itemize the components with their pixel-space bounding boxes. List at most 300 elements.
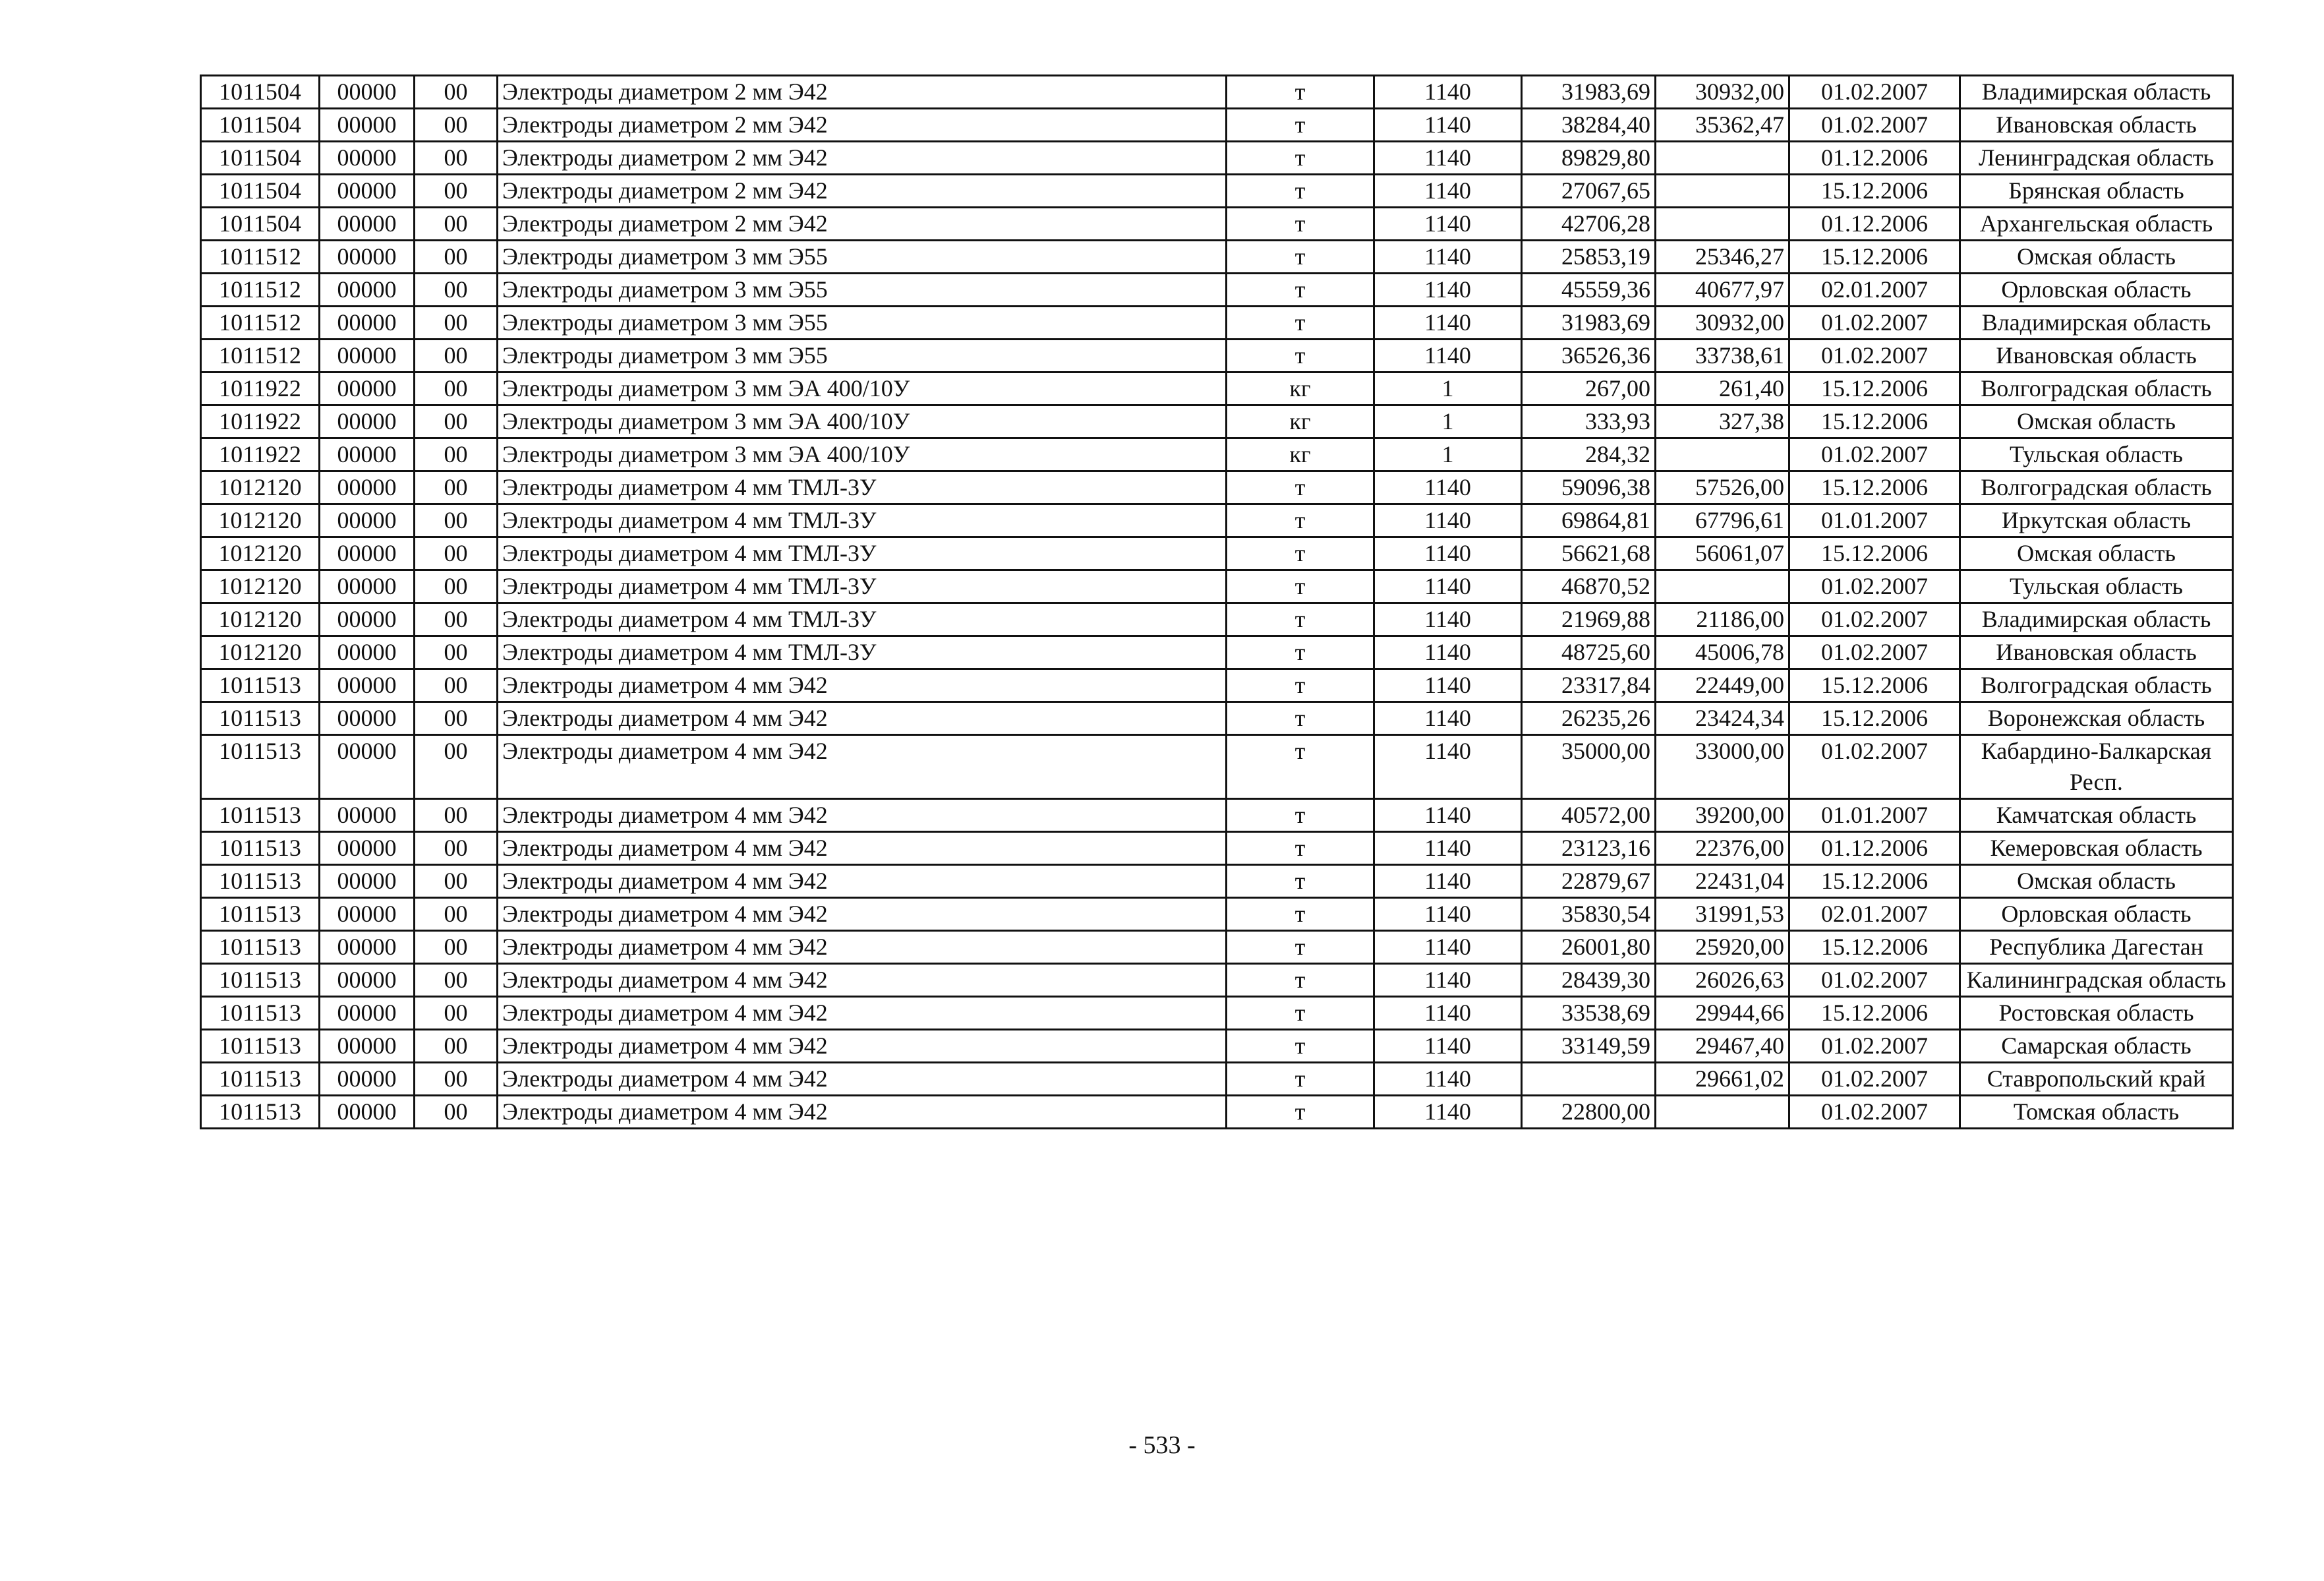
cell-unit-code: 1140 bbox=[1374, 832, 1522, 865]
cell-price-2: 22376,00 bbox=[1656, 832, 1789, 865]
cell-region: Владимирская область bbox=[1960, 603, 2233, 636]
cell-variant: 00 bbox=[415, 438, 498, 471]
cell-price-2: 56061,07 bbox=[1656, 537, 1789, 570]
cell-unit: т bbox=[1227, 735, 1374, 799]
cell-variant: 00 bbox=[415, 735, 498, 799]
cell-price-2: 35362,47 bbox=[1656, 109, 1789, 142]
cell-unit: т bbox=[1227, 307, 1374, 340]
cell-item-name: Электроды диаметром 4 мм Э42 bbox=[498, 865, 1227, 898]
cell-price-1: 45559,36 bbox=[1522, 274, 1656, 307]
cell-subcode: 00000 bbox=[320, 1063, 415, 1096]
table-row bbox=[201, 438, 2233, 471]
cell-region: Омская область bbox=[1960, 865, 2233, 898]
cell-subcode: 00000 bbox=[320, 603, 415, 636]
page-number: - 533 - bbox=[1128, 1431, 1196, 1459]
cell-price-1: 35000,00 bbox=[1522, 735, 1656, 799]
cell-item-name: Электроды диаметром 2 мм Э42 bbox=[498, 109, 1227, 142]
cell-price-2: 45006,78 bbox=[1656, 636, 1789, 669]
cell-code: 1012120 bbox=[201, 570, 320, 603]
cell-unit: т bbox=[1227, 702, 1374, 735]
table-row bbox=[201, 340, 2233, 373]
cell-unit: т bbox=[1227, 208, 1374, 241]
cell-code: 1011512 bbox=[201, 340, 320, 373]
cell-code: 1011513 bbox=[201, 865, 320, 898]
cell-price-1: 284,32 bbox=[1522, 438, 1656, 471]
cell-variant: 00 bbox=[415, 241, 498, 274]
cell-price-1: 26235,26 bbox=[1522, 702, 1656, 735]
cell-subcode: 00000 bbox=[320, 1096, 415, 1129]
cell-region: Кемеровская область bbox=[1960, 832, 2233, 865]
cell-variant: 00 bbox=[415, 537, 498, 570]
cell-price-1: 23123,16 bbox=[1522, 832, 1656, 865]
cell-price-2 bbox=[1656, 175, 1789, 208]
cell-unit-code: 1140 bbox=[1374, 702, 1522, 735]
cell-date: 15.12.2006 bbox=[1789, 373, 1960, 405]
cell-price-2: 33000,00 bbox=[1656, 735, 1789, 799]
cell-region: Ставропольский край bbox=[1960, 1063, 2233, 1096]
cell-subcode: 00000 bbox=[320, 373, 415, 405]
cell-code: 1011922 bbox=[201, 373, 320, 405]
cell-price-2 bbox=[1656, 570, 1789, 603]
cell-date: 01.02.2007 bbox=[1789, 1030, 1960, 1063]
cell-region: Тульская область bbox=[1960, 570, 2233, 603]
table-row bbox=[201, 898, 2233, 931]
table-row bbox=[201, 1063, 2233, 1096]
cell-region: Томская область bbox=[1960, 1096, 2233, 1129]
cell-variant: 00 bbox=[415, 208, 498, 241]
cell-item-name: Электроды диаметром 4 мм Э42 bbox=[498, 1096, 1227, 1129]
cell-subcode: 00000 bbox=[320, 537, 415, 570]
cell-code: 1011513 bbox=[201, 799, 320, 832]
cell-unit-code: 1140 bbox=[1374, 570, 1522, 603]
table-row bbox=[201, 142, 2233, 175]
cell-variant: 00 bbox=[415, 931, 498, 964]
cell-date: 02.01.2007 bbox=[1789, 898, 1960, 931]
cell-item-name: Электроды диаметром 4 мм ТМЛ-3У bbox=[498, 471, 1227, 504]
cell-variant: 00 bbox=[415, 898, 498, 931]
cell-price-2: 22449,00 bbox=[1656, 669, 1789, 702]
cell-variant: 00 bbox=[415, 997, 498, 1030]
cell-variant: 00 bbox=[415, 307, 498, 340]
cell-region: Орловская область bbox=[1960, 274, 2233, 307]
cell-unit-code: 1140 bbox=[1374, 931, 1522, 964]
cell-unit-code: 1140 bbox=[1374, 735, 1522, 799]
cell-item-name: Электроды диаметром 2 мм Э42 bbox=[498, 208, 1227, 241]
cell-unit-code: 1140 bbox=[1374, 997, 1522, 1030]
cell-item-name: Электроды диаметром 2 мм Э42 bbox=[498, 142, 1227, 175]
cell-date: 01.02.2007 bbox=[1789, 1063, 1960, 1096]
cell-subcode: 00000 bbox=[320, 109, 415, 142]
cell-region: Кабардино-Балкарская Респ. bbox=[1960, 735, 2233, 799]
cell-price-1: 56621,68 bbox=[1522, 537, 1656, 570]
cell-unit: т bbox=[1227, 570, 1374, 603]
cell-region: Воронежская область bbox=[1960, 702, 2233, 735]
cell-price-1: 35830,54 bbox=[1522, 898, 1656, 931]
table-row bbox=[201, 1096, 2233, 1129]
table-row bbox=[201, 669, 2233, 702]
cell-date: 01.01.2007 bbox=[1789, 504, 1960, 537]
cell-unit: т bbox=[1227, 898, 1374, 931]
cell-code: 1012120 bbox=[201, 636, 320, 669]
cell-unit-code: 1140 bbox=[1374, 1063, 1522, 1096]
cell-unit-code: 1140 bbox=[1374, 865, 1522, 898]
cell-region: Владимирская область bbox=[1960, 76, 2233, 109]
cell-unit: т bbox=[1227, 669, 1374, 702]
cell-price-2: 29944,66 bbox=[1656, 997, 1789, 1030]
cell-code: 1012120 bbox=[201, 537, 320, 570]
cell-region: Волгоградская область bbox=[1960, 669, 2233, 702]
cell-price-2: 39200,00 bbox=[1656, 799, 1789, 832]
cell-variant: 00 bbox=[415, 340, 498, 373]
cell-subcode: 00000 bbox=[320, 405, 415, 438]
cell-code: 1011512 bbox=[201, 241, 320, 274]
cell-date: 15.12.2006 bbox=[1789, 241, 1960, 274]
table-row bbox=[201, 504, 2233, 537]
cell-code: 1012120 bbox=[201, 471, 320, 504]
cell-price-1: 28439,30 bbox=[1522, 964, 1656, 997]
cell-price-2 bbox=[1656, 142, 1789, 175]
cell-date: 01.02.2007 bbox=[1789, 570, 1960, 603]
cell-code: 1011513 bbox=[201, 1063, 320, 1096]
cell-price-1: 48725,60 bbox=[1522, 636, 1656, 669]
cell-date: 01.12.2006 bbox=[1789, 208, 1960, 241]
cell-region: Иркутская область bbox=[1960, 504, 2233, 537]
cell-unit-code: 1140 bbox=[1374, 175, 1522, 208]
cell-item-name: Электроды диаметром 4 мм Э42 bbox=[498, 832, 1227, 865]
cell-price-2: 57526,00 bbox=[1656, 471, 1789, 504]
cell-unit: т bbox=[1227, 931, 1374, 964]
cell-price-2: 21186,00 bbox=[1656, 603, 1789, 636]
cell-subcode: 00000 bbox=[320, 307, 415, 340]
cell-unit-code: 1140 bbox=[1374, 964, 1522, 997]
cell-date: 15.12.2006 bbox=[1789, 997, 1960, 1030]
cell-date: 01.02.2007 bbox=[1789, 603, 1960, 636]
cell-region: Ивановская область bbox=[1960, 636, 2233, 669]
cell-subcode: 00000 bbox=[320, 438, 415, 471]
cell-variant: 00 bbox=[415, 702, 498, 735]
cell-date: 15.12.2006 bbox=[1789, 175, 1960, 208]
cell-unit-code: 1 bbox=[1374, 405, 1522, 438]
cell-region: Тульская область bbox=[1960, 438, 2233, 471]
cell-price-2: 67796,61 bbox=[1656, 504, 1789, 537]
cell-unit-code: 1 bbox=[1374, 438, 1522, 471]
cell-unit: кг bbox=[1227, 438, 1374, 471]
cell-date: 01.01.2007 bbox=[1789, 799, 1960, 832]
cell-variant: 00 bbox=[415, 1063, 498, 1096]
cell-date: 01.02.2007 bbox=[1789, 1096, 1960, 1129]
table-row bbox=[201, 865, 2233, 898]
cell-variant: 00 bbox=[415, 471, 498, 504]
cell-item-name: Электроды диаметром 3 мм Э55 bbox=[498, 241, 1227, 274]
cell-region: Брянская область bbox=[1960, 175, 2233, 208]
cell-variant: 00 bbox=[415, 865, 498, 898]
cell-price-2: 29661,02 bbox=[1656, 1063, 1789, 1096]
cell-item-name: Электроды диаметром 4 мм ТМЛ-3У bbox=[498, 537, 1227, 570]
cell-price-1: 69864,81 bbox=[1522, 504, 1656, 537]
cell-code: 1011513 bbox=[201, 997, 320, 1030]
cell-price-2: 31991,53 bbox=[1656, 898, 1789, 931]
cell-variant: 00 bbox=[415, 175, 498, 208]
cell-unit-code: 1140 bbox=[1374, 603, 1522, 636]
table-row bbox=[201, 175, 2233, 208]
cell-code: 1011922 bbox=[201, 438, 320, 471]
table-row bbox=[201, 537, 2233, 570]
cell-subcode: 00000 bbox=[320, 865, 415, 898]
cell-price-1: 42706,28 bbox=[1522, 208, 1656, 241]
cell-subcode: 00000 bbox=[320, 340, 415, 373]
cell-price-2: 261,40 bbox=[1656, 373, 1789, 405]
cell-variant: 00 bbox=[415, 669, 498, 702]
cell-unit-code: 1140 bbox=[1374, 109, 1522, 142]
cell-region: Волгоградская область bbox=[1960, 373, 2233, 405]
cell-price-1: 33538,69 bbox=[1522, 997, 1656, 1030]
cell-subcode: 00000 bbox=[320, 636, 415, 669]
table-row bbox=[201, 799, 2233, 832]
cell-item-name: Электроды диаметром 4 мм ТМЛ-3У bbox=[498, 636, 1227, 669]
cell-region: Орловская область bbox=[1960, 898, 2233, 931]
cell-variant: 00 bbox=[415, 636, 498, 669]
cell-unit-code: 1140 bbox=[1374, 636, 1522, 669]
table-row bbox=[201, 307, 2233, 340]
table-row bbox=[201, 636, 2233, 669]
table-row bbox=[201, 570, 2233, 603]
cell-date: 15.12.2006 bbox=[1789, 471, 1960, 504]
cell-subcode: 00000 bbox=[320, 274, 415, 307]
cell-price-1: 22879,67 bbox=[1522, 865, 1656, 898]
cell-item-name: Электроды диаметром 4 мм Э42 bbox=[498, 669, 1227, 702]
cell-date: 01.12.2006 bbox=[1789, 832, 1960, 865]
cell-unit-code: 1 bbox=[1374, 373, 1522, 405]
cell-price-1: 27067,65 bbox=[1522, 175, 1656, 208]
cell-price-1: 46870,52 bbox=[1522, 570, 1656, 603]
cell-code: 1011504 bbox=[201, 142, 320, 175]
cell-unit: т bbox=[1227, 142, 1374, 175]
cell-unit: т bbox=[1227, 471, 1374, 504]
cell-variant: 00 bbox=[415, 405, 498, 438]
cell-unit-code: 1140 bbox=[1374, 76, 1522, 109]
cell-unit: т bbox=[1227, 241, 1374, 274]
cell-unit-code: 1140 bbox=[1374, 898, 1522, 931]
cell-item-name: Электроды диаметром 4 мм Э42 bbox=[498, 898, 1227, 931]
cell-price-2 bbox=[1656, 208, 1789, 241]
cell-unit: т bbox=[1227, 832, 1374, 865]
cell-variant: 00 bbox=[415, 76, 498, 109]
cell-code: 1011513 bbox=[201, 832, 320, 865]
cell-price-2 bbox=[1656, 1096, 1789, 1129]
cell-region: Самарская область bbox=[1960, 1030, 2233, 1063]
cell-unit-code: 1140 bbox=[1374, 1096, 1522, 1129]
cell-unit: т bbox=[1227, 1030, 1374, 1063]
cell-item-name: Электроды диаметром 3 мм ЭА 400/10У bbox=[498, 438, 1227, 471]
cell-region: Калининградская область bbox=[1960, 964, 2233, 997]
cell-item-name: Электроды диаметром 4 мм ТМЛ-3У bbox=[498, 603, 1227, 636]
cell-item-name: Электроды диаметром 4 мм ТМЛ-3У bbox=[498, 570, 1227, 603]
cell-price-2: 29467,40 bbox=[1656, 1030, 1789, 1063]
cell-price-2: 30932,00 bbox=[1656, 307, 1789, 340]
cell-variant: 00 bbox=[415, 274, 498, 307]
cell-variant: 00 bbox=[415, 1030, 498, 1063]
cell-subcode: 00000 bbox=[320, 570, 415, 603]
cell-code: 1011513 bbox=[201, 1096, 320, 1129]
cell-item-name: Электроды диаметром 4 мм Э42 bbox=[498, 997, 1227, 1030]
cell-item-name: Электроды диаметром 4 мм Э42 bbox=[498, 1063, 1227, 1096]
cell-region: Омская область bbox=[1960, 405, 2233, 438]
cell-price-1 bbox=[1522, 1063, 1656, 1096]
cell-region: Ивановская область bbox=[1960, 109, 2233, 142]
table-row bbox=[201, 735, 2233, 799]
cell-item-name: Электроды диаметром 3 мм ЭА 400/10У bbox=[498, 373, 1227, 405]
table-row bbox=[201, 76, 2233, 109]
cell-item-name: Электроды диаметром 3 мм Э55 bbox=[498, 274, 1227, 307]
cell-unit-code: 1140 bbox=[1374, 307, 1522, 340]
cell-price-1: 333,93 bbox=[1522, 405, 1656, 438]
cell-variant: 00 bbox=[415, 142, 498, 175]
cell-unit: т bbox=[1227, 603, 1374, 636]
cell-unit: т bbox=[1227, 109, 1374, 142]
table-row bbox=[201, 471, 2233, 504]
table-row bbox=[201, 274, 2233, 307]
cell-price-1: 26001,80 bbox=[1522, 931, 1656, 964]
cell-unit: т bbox=[1227, 964, 1374, 997]
price-table bbox=[200, 75, 2234, 1129]
cell-unit-code: 1140 bbox=[1374, 340, 1522, 373]
table-row bbox=[201, 241, 2233, 274]
cell-code: 1011512 bbox=[201, 274, 320, 307]
cell-item-name: Электроды диаметром 4 мм Э42 bbox=[498, 702, 1227, 735]
cell-unit-code: 1140 bbox=[1374, 799, 1522, 832]
cell-unit-code: 1140 bbox=[1374, 241, 1522, 274]
cell-item-name: Электроды диаметром 4 мм Э42 bbox=[498, 799, 1227, 832]
cell-item-name: Электроды диаметром 2 мм Э42 bbox=[498, 175, 1227, 208]
cell-item-name: Электроды диаметром 3 мм Э55 bbox=[498, 340, 1227, 373]
cell-item-name: Электроды диаметром 3 мм ЭА 400/10У bbox=[498, 405, 1227, 438]
cell-price-2: 40677,97 bbox=[1656, 274, 1789, 307]
cell-subcode: 00000 bbox=[320, 471, 415, 504]
cell-variant: 00 bbox=[415, 373, 498, 405]
cell-subcode: 00000 bbox=[320, 799, 415, 832]
cell-variant: 00 bbox=[415, 603, 498, 636]
cell-unit-code: 1140 bbox=[1374, 1030, 1522, 1063]
cell-subcode: 00000 bbox=[320, 964, 415, 997]
table-row bbox=[201, 373, 2233, 405]
cell-price-2 bbox=[1656, 438, 1789, 471]
cell-subcode: 00000 bbox=[320, 208, 415, 241]
cell-item-name: Электроды диаметром 4 мм Э42 bbox=[498, 1030, 1227, 1063]
table-row bbox=[201, 603, 2233, 636]
cell-variant: 00 bbox=[415, 1096, 498, 1129]
cell-unit: т bbox=[1227, 175, 1374, 208]
cell-region: Ивановская область bbox=[1960, 340, 2233, 373]
cell-price-1: 23317,84 bbox=[1522, 669, 1656, 702]
cell-price-1: 36526,36 bbox=[1522, 340, 1656, 373]
cell-date: 15.12.2006 bbox=[1789, 931, 1960, 964]
cell-unit: т bbox=[1227, 799, 1374, 832]
cell-price-2: 25920,00 bbox=[1656, 931, 1789, 964]
cell-subcode: 00000 bbox=[320, 898, 415, 931]
cell-date: 01.02.2007 bbox=[1789, 307, 1960, 340]
cell-date: 02.01.2007 bbox=[1789, 274, 1960, 307]
cell-date: 01.02.2007 bbox=[1789, 735, 1960, 799]
cell-code: 1011504 bbox=[201, 76, 320, 109]
table-row bbox=[201, 1030, 2233, 1063]
cell-unit-code: 1140 bbox=[1374, 471, 1522, 504]
cell-unit: т bbox=[1227, 274, 1374, 307]
cell-subcode: 00000 bbox=[320, 735, 415, 799]
table-row bbox=[201, 702, 2233, 735]
cell-item-name: Электроды диаметром 3 мм Э55 bbox=[498, 307, 1227, 340]
cell-price-1: 31983,69 bbox=[1522, 307, 1656, 340]
cell-subcode: 00000 bbox=[320, 175, 415, 208]
cell-item-name: Электроды диаметром 4 мм ТМЛ-3У bbox=[498, 504, 1227, 537]
cell-price-2: 327,38 bbox=[1656, 405, 1789, 438]
cell-unit: т bbox=[1227, 1096, 1374, 1129]
cell-unit: кг bbox=[1227, 405, 1374, 438]
cell-variant: 00 bbox=[415, 109, 498, 142]
cell-code: 1012120 bbox=[201, 603, 320, 636]
cell-variant: 00 bbox=[415, 504, 498, 537]
cell-price-2: 30932,00 bbox=[1656, 76, 1789, 109]
cell-price-1: 22800,00 bbox=[1522, 1096, 1656, 1129]
cell-item-name: Электроды диаметром 4 мм Э42 bbox=[498, 735, 1227, 799]
cell-subcode: 00000 bbox=[320, 504, 415, 537]
table-body bbox=[201, 76, 2233, 1129]
cell-region: Ростовская область bbox=[1960, 997, 2233, 1030]
cell-subcode: 00000 bbox=[320, 241, 415, 274]
cell-subcode: 00000 bbox=[320, 76, 415, 109]
cell-price-2: 25346,27 bbox=[1656, 241, 1789, 274]
cell-unit: т bbox=[1227, 865, 1374, 898]
cell-subcode: 00000 bbox=[320, 997, 415, 1030]
cell-code: 1012120 bbox=[201, 504, 320, 537]
cell-subcode: 00000 bbox=[320, 931, 415, 964]
cell-variant: 00 bbox=[415, 799, 498, 832]
cell-unit: кг bbox=[1227, 373, 1374, 405]
cell-date: 01.12.2006 bbox=[1789, 142, 1960, 175]
cell-region: Омская область bbox=[1960, 241, 2233, 274]
cell-price-1: 267,00 bbox=[1522, 373, 1656, 405]
table-row bbox=[201, 109, 2233, 142]
cell-unit-code: 1140 bbox=[1374, 504, 1522, 537]
cell-region: Камчатская область bbox=[1960, 799, 2233, 832]
cell-region: Владимирская область bbox=[1960, 307, 2233, 340]
cell-code: 1011513 bbox=[201, 898, 320, 931]
cell-subcode: 00000 bbox=[320, 1030, 415, 1063]
cell-date: 01.02.2007 bbox=[1789, 340, 1960, 373]
cell-unit: т bbox=[1227, 537, 1374, 570]
cell-price-2: 23424,34 bbox=[1656, 702, 1789, 735]
cell-price-1: 33149,59 bbox=[1522, 1030, 1656, 1063]
cell-unit: т bbox=[1227, 997, 1374, 1030]
table-row bbox=[201, 964, 2233, 997]
cell-price-2: 22431,04 bbox=[1656, 865, 1789, 898]
cell-subcode: 00000 bbox=[320, 669, 415, 702]
cell-code: 1011504 bbox=[201, 208, 320, 241]
cell-item-name: Электроды диаметром 4 мм Э42 bbox=[498, 964, 1227, 997]
cell-date: 01.02.2007 bbox=[1789, 964, 1960, 997]
cell-date: 15.12.2006 bbox=[1789, 405, 1960, 438]
cell-code: 1011513 bbox=[201, 1030, 320, 1063]
cell-code: 1011513 bbox=[201, 735, 320, 799]
table-row bbox=[201, 405, 2233, 438]
cell-date: 01.02.2007 bbox=[1789, 438, 1960, 471]
cell-unit-code: 1140 bbox=[1374, 208, 1522, 241]
cell-price-1: 59096,38 bbox=[1522, 471, 1656, 504]
table-row bbox=[201, 208, 2233, 241]
cell-code: 1011513 bbox=[201, 669, 320, 702]
cell-code: 1011504 bbox=[201, 109, 320, 142]
cell-unit-code: 1140 bbox=[1374, 537, 1522, 570]
cell-price-2: 26026,63 bbox=[1656, 964, 1789, 997]
